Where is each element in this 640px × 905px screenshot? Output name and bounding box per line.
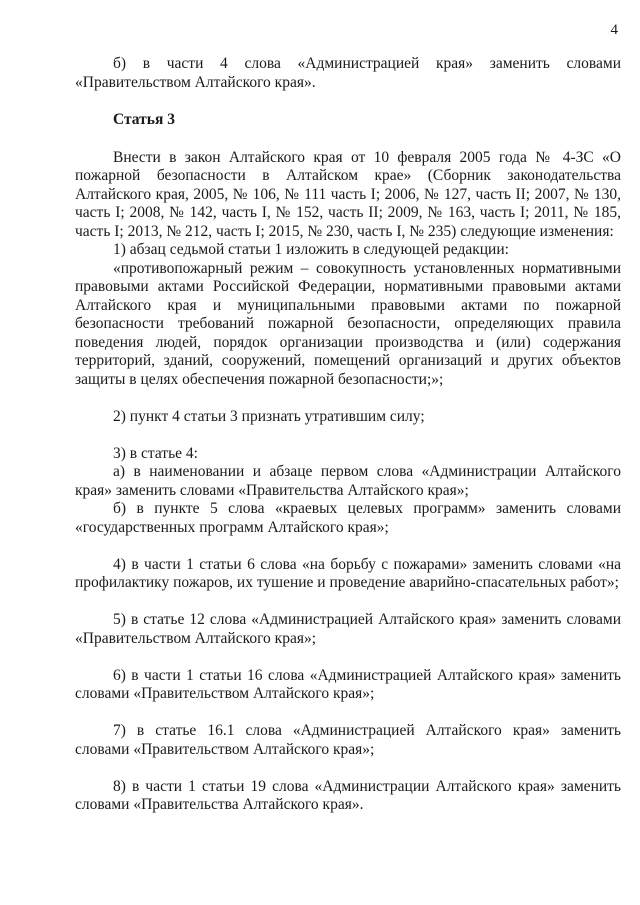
paragraph-item-1: 1) абзац седьмой статьи 1 изложить в следующей редакции: xyxy=(113,241,509,258)
article-heading: Статья 3 xyxy=(113,111,175,128)
paragraph-item-2: 2) пункт 4 статьи 3 признать утратившим силу; xyxy=(113,407,425,425)
paragraph-amend-law: Внести в закон Алтайского края от 10 февраля 2005 года № 4-ЗС «О пожарной безопасности в Алтайском крае» (Сборник законодательства Алтайского края, 2005, № 106, № 111 часть I; 2006, № 127, часть II; 2007, № 130, часть I; 2008, № 142, часть I, № 152, часть II; 2009, № 163, часть I; 2011, № 185, часть I; 2013, № 212, часть I; 2015, № 230, часть I, № 235) следующие изменения: xyxy=(75,148,621,240)
paragraph-item-3: 3) в статье 4: xyxy=(113,444,198,462)
paragraph-item-5: 5) в статье 12 слова «Администрацией Алтайского края» заменить словами «Правительством Алтайского края»; xyxy=(75,611,621,647)
paragraph-b-part4: б) в части 4 слова «Администрацией края» заменить словами «Правительством Алтайского края». xyxy=(75,55,621,91)
paragraph-definition: «противопожарный режим – совокупность установленных нормативными правовыми актами Российской Федерации, нормативными правовыми актами Алтайского края и муниципальными правовыми актами по пожарной безопасности требований пожарной безопасности, определяющих правила поведения людей, порядок организации производства и (или) содержания территорий, зданий, сооружений, помещений организаций и других объектов защиты в целях обеспечения пожарной безопасности;»; xyxy=(75,259,621,388)
paragraph-item-3b: б) в пункте 5 слова «краевых целевых программ» заменить словами «государственных программ Алтайского края»; xyxy=(75,500,621,536)
document-body xyxy=(75,55,621,815)
page-number: 4 xyxy=(610,22,618,38)
paragraph-item-3a: а) в наименовании и абзаце первом слова «Администрации Алтайского края» заменить словами «Правительства Алтайского края»; xyxy=(75,463,621,499)
paragraph-item-4: 4) в части 1 статьи 6 слова «на борьбу с пожарами» заменить словами «на профилактику пожаров, их тушение и проведение аварийно-спасательных работ»; xyxy=(75,555,621,591)
paragraph-item-7: 7) в статье 16.1 слова «Администрацией Алтайского края» заменить словами «Правительством Алтайского края»; xyxy=(75,722,621,758)
paragraph-item-8: 8) в части 1 статьи 19 слова «Администрации Алтайского края» заменить словами «Правительства Алтайского края». xyxy=(75,777,621,813)
paragraph-item-6: 6) в части 1 статьи 16 слова «Администрацией Алтайского края» заменить словами «Правительством Алтайского края»; xyxy=(75,666,621,702)
